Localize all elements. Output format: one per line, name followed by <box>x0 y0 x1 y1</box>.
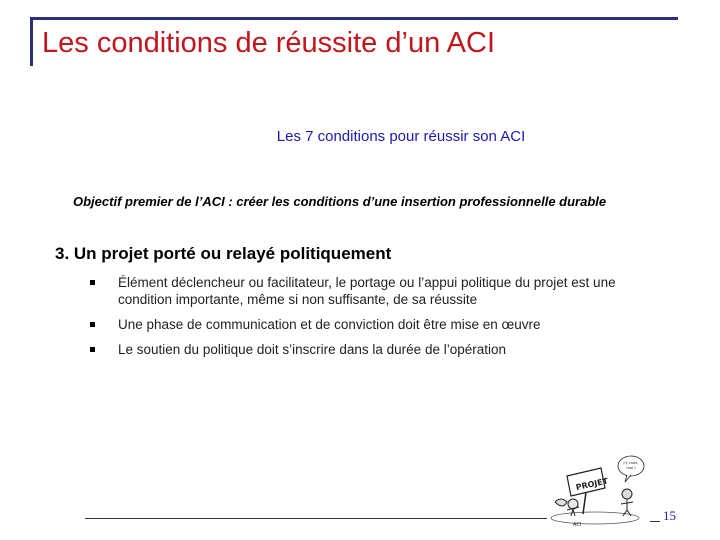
bullet-list <box>90 274 670 358</box>
sign-text: PROJET <box>575 476 609 493</box>
speech-bubble <box>618 456 644 482</box>
bullet-item <box>90 316 670 333</box>
title-frame-top <box>30 17 678 20</box>
title-frame-left <box>30 17 33 66</box>
ground-shadow <box>551 512 639 524</box>
section-heading: 3. Un projet porté ou relayé politiquement <box>55 244 392 263</box>
project-cartoon-illustration <box>543 452 645 528</box>
bubble-text: J'y crois, <box>623 461 639 465</box>
slide-title: Les conditions de réussite d’un ACI <box>42 27 495 59</box>
page-number-dash <box>650 521 660 522</box>
speaker-figure <box>621 489 633 516</box>
objective-text: Objectif premier de l’ACI : créer les conditions d’une insertion professionnelle durable <box>73 194 607 209</box>
bullet-item <box>90 341 670 358</box>
bullet-square-icon <box>90 280 95 285</box>
svg-text:moi !: moi ! <box>626 466 636 470</box>
footer-rule <box>85 518 547 519</box>
bullet-square-icon <box>90 322 95 327</box>
slide-subtitle: Les 7 conditions pour réussir son ACI <box>276 128 526 145</box>
ground-label: ACI <box>573 522 582 528</box>
bullet-item <box>90 274 670 308</box>
page-number: 15 <box>663 508 676 523</box>
bullet-text: Le soutien du politique doit s’inscrire dans la durée de l’opération <box>118 342 506 357</box>
bullet-text: Élément déclencheur ou facilitateur, le portage ou l’appui politique du projet est une condition importante, même si non suffisante, de sa réussite <box>118 275 616 307</box>
bullet-text: Une phase de communication et de conviction doit être mise en œuvre <box>118 317 541 332</box>
bullet-square-icon <box>90 347 95 352</box>
